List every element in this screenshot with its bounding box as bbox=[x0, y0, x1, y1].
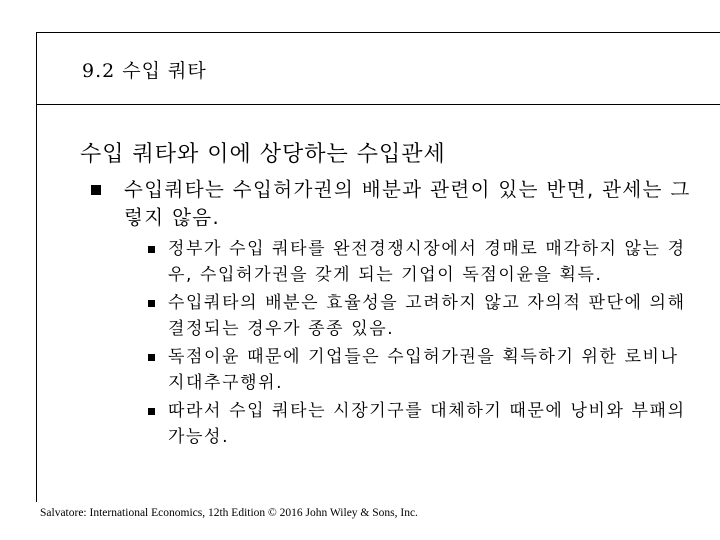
sub-point-text: 따라서 수입 쿼타는 시장기구를 대체하기 때문에 낭비와 부패의 가능성. bbox=[168, 401, 686, 447]
sub-point-item bbox=[148, 290, 693, 342]
bullet-square-icon bbox=[91, 185, 101, 195]
title-divider-line bbox=[36, 104, 720, 105]
footer-citation: Salvatore: International Economics, 12th Edition © 2016 John Wiley & Sons, Inc. bbox=[40, 507, 418, 519]
sub-point-item bbox=[148, 236, 693, 288]
bullet-square-icon bbox=[148, 408, 155, 415]
sub-point-text: 정부가 수입 쿼타를 완전경쟁시장에서 경매로 매각하지 않는 경우, 수입허가권을 갖게 되는 기업이 독점이윤을 획득. bbox=[168, 239, 686, 285]
left-border-line bbox=[36, 32, 37, 502]
section-title: 9.2 수입 쿼타 bbox=[82, 60, 207, 82]
sub-point-text: 독점이윤 때문에 기업들은 수입허가권을 획득하기 위한 로비나 지대추구행위. bbox=[168, 347, 679, 393]
bullet-square-icon bbox=[148, 354, 155, 361]
sub-point-item bbox=[148, 398, 693, 450]
bullet-square-icon bbox=[148, 300, 155, 307]
main-point: 수입쿼타는 수입허가권의 배분과 관련이 있는 반면, 관세는 그렇지 않음. bbox=[124, 178, 691, 229]
bullet-square-icon bbox=[148, 246, 155, 253]
top-border-line bbox=[36, 32, 720, 33]
sub-point-text: 수입쿼타의 배분은 효율성을 고려하지 않고 자의적 판단에 의해 결정되는 경우가 종종 있음. bbox=[168, 293, 686, 339]
sub-point-list bbox=[148, 236, 693, 452]
slide-heading: 수입 쿼타와 이에 상당하는 수입관세 bbox=[80, 142, 446, 167]
sub-point-item bbox=[148, 344, 693, 396]
